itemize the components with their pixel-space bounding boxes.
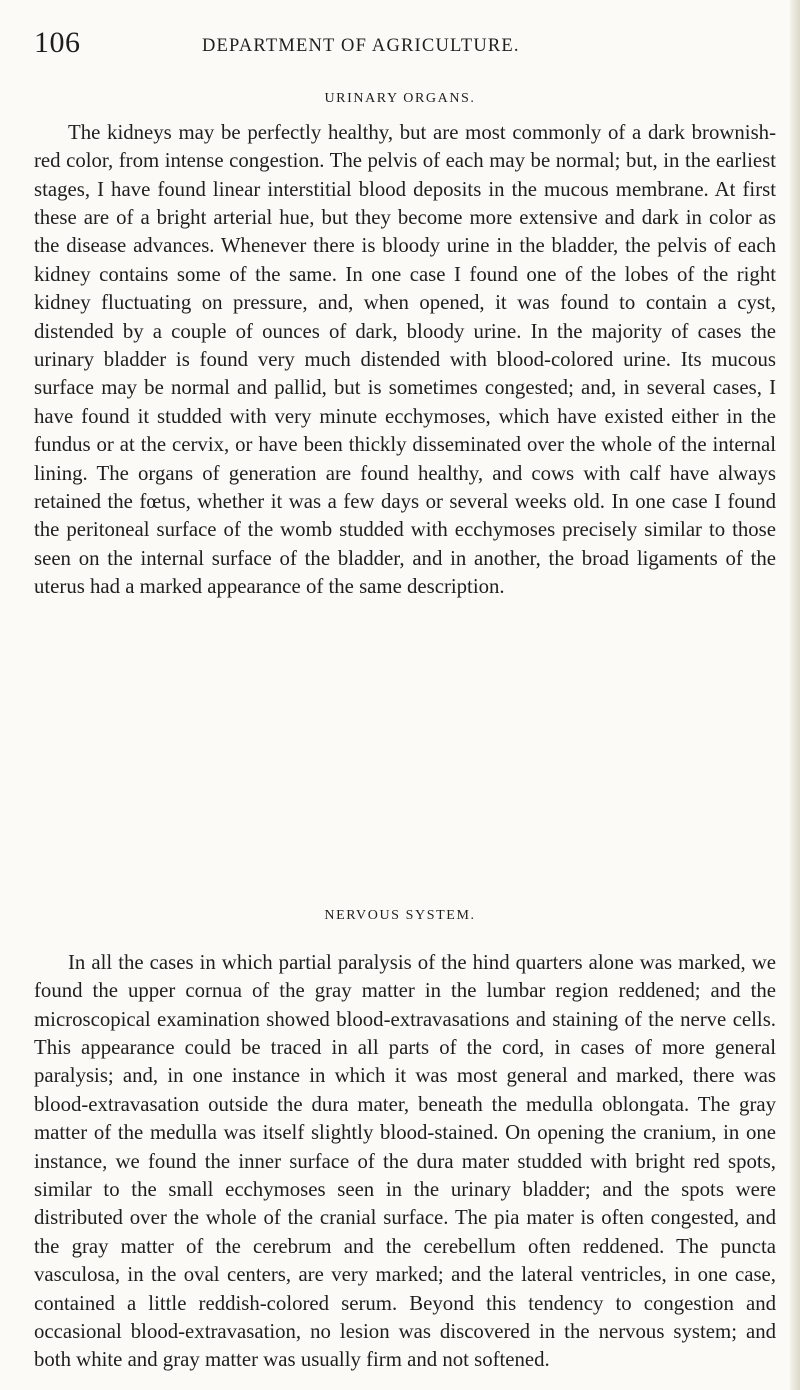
page-number: 106 [34,26,81,59]
page-edge-shadow [790,0,800,1390]
paragraph-nervous-system: In all the cases in which partial paralysis of the hind quarters alone was marked, we found the upper cornua of the gray matter in the lumbar region reddened; and the microscopical examination showed blood-extravasations and staining of the nerve cells. This appearance could be traced in all parts of the cord, in cases of more general paralysis; and, in one instance in which it was most general and marked, there was blood-extravasation outside the dura mater, beneath the medulla oblongata. The gray matter of the medulla was itself slightly blood-stained. On opening the cranium, in one instance, we found the inner surface of the dura mater studded with bright red spots, similar to the small ecchymoses seen in the urinary bladder; and the spots were distributed over the whole of the cranial surface. The pia mater is often congested, and the gray matter of the cerebrum and the cerebellum often reddened. The puncta vasculosa, in the oval centers, are very marked; and the lateral ventricles, in one case, contained a little reddish-colored serum. Beyond this tendency to congestion and occasional blood-extravasation, no lesion was discovered in the nervous system; and both white and gray matter was usually firm and not softened. [34,950,776,1372]
paragraph-urinary-organs: The kidneys may be perfectly healthy, but are most commonly of a dark brownish-red color, from intense congestion. The pelvis of each may be normal; but, in the earliest stages, I have found linear interstitial blood deposits in the mucous membrane. At first these are of a bright arterial hue, but they become more extensive and dark in color as the disease advances. Whenever there is bloody urine in the bladder, the pelvis of each kidney contains some of the same. In one case I found one of the lobes of the right kidney fluctuating on pressure, and, when opened, it was found to contain a cyst, distended by a couple of ounces of dark, bloody urine. In the majority of cases the urinary bladder is found very much distended with blood-colored urine. Its mucous surface may be normal and pallid, but is sometimes congested; and, in several cases, I have found it studded with very minute ecchymoses, which have existed either in the fundus or at the cervix, or have been thickly disseminated over the whole of the internal lining. The organs of generation are found healthy, and cows with calf have always retained the fœtus, whether it was a few days or several weeks old. In one case I found the peritoneal surface of the womb studded with ecchymoses precisely similar to those seen on the internal surface of the bladder, and in another, the broad ligaments of the uterus had a marked appearance of the same description. [34,120,776,599]
section-heading-urinary-organs: URINARY ORGANS. [324,91,476,106]
page-header [34,28,766,64]
running-head: DEPARTMENT OF AGRICULTURE. [202,36,520,56]
section-heading-nervous-system: NERVOUS SYSTEM. [324,908,476,923]
